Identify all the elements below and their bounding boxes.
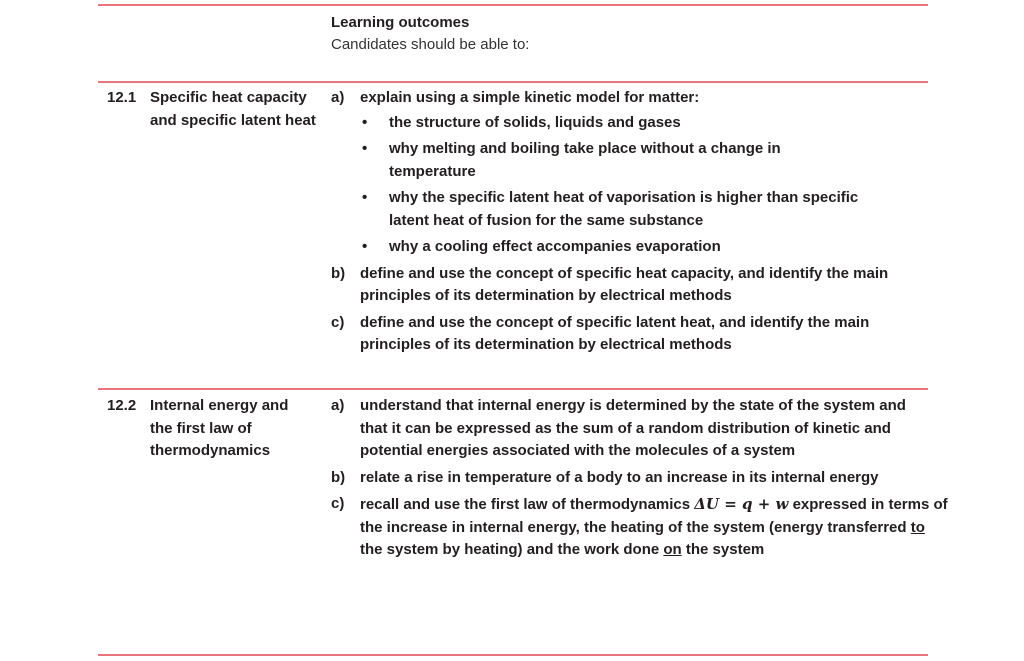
- section-number: 12.1: [107, 89, 137, 106]
- item-label: c): [331, 495, 345, 512]
- bullet-icon: •: [362, 140, 368, 157]
- bullet-list: [360, 112, 921, 259]
- outcome-item: [331, 312, 935, 357]
- section-title: Internal energy and the first law of thermodynamics: [150, 397, 289, 459]
- bullet-icon: •: [362, 189, 368, 206]
- outcome-item: [331, 467, 935, 490]
- top-rule: [98, 4, 928, 6]
- bullet-icon: •: [362, 238, 368, 255]
- item-label: b): [331, 468, 346, 486]
- emphasis-on: on: [663, 541, 682, 558]
- bullet-icon: •: [362, 113, 368, 131]
- outcome-item: [331, 263, 915, 308]
- item-text: explain using a simple kinetic model for matter:: [360, 89, 700, 106]
- bullet-item: • why a cooling effect accompanies evaporation: [360, 236, 921, 259]
- bullet-item: • why melting and boiling take place without a change in temperature: [362, 140, 781, 180]
- item-text: relate a rise in temperature of a body to an increase in its internal energy: [360, 468, 879, 486]
- bullet-item: • the structure of solids, liquids and gases: [360, 112, 921, 135]
- item-text: define and use the concept of specific heat capacity, and identify the main principles of its determination by electrical methods: [360, 264, 889, 304]
- item-label: b): [331, 264, 346, 282]
- outcome-item: [331, 87, 921, 259]
- first-law-equation: ΔU = q + w: [694, 495, 789, 513]
- section-divider: [98, 81, 928, 83]
- item-label: c): [331, 313, 345, 331]
- section-divider: [98, 388, 928, 390]
- section-12-2: [107, 395, 948, 645]
- bottom-rule: [98, 654, 928, 656]
- section-title: Specific heat capacity and specific latent heat: [150, 89, 316, 129]
- emphasis-to: to: [910, 518, 925, 536]
- item-text: define and use the concept of specific latent heat, and identify the main principles of its determination by electrical methods: [360, 313, 870, 353]
- item-label: a): [331, 89, 345, 106]
- item-text: understand that internal energy is determined by the state of the system and that it can be expressed as the sum of a random distribution of kinetic and potential energies associated with the molecules of a system: [360, 397, 906, 459]
- header-title: Learning outcomes: [331, 14, 470, 31]
- item-label: a): [331, 397, 345, 414]
- bullet-item: • why the specific latent heat of vaporisation is higher than specific latent heat of fusion for the same substance: [362, 189, 859, 229]
- outcome-list: [331, 395, 948, 566]
- learning-outcomes-header: [331, 12, 529, 56]
- item-text: recall and use the first law of thermodynamics ΔU = q + w expressed in terms of the increase in internal energy, the heating of the system (energy transferred to the system by heating) and the work done on the system: [360, 495, 948, 558]
- outcome-item: [331, 493, 950, 562]
- section-12-1: [107, 87, 937, 377]
- header-subtitle: Candidates should be able to:: [331, 36, 530, 53]
- outcome-item: [331, 395, 925, 463]
- section-number: 12.2: [107, 397, 137, 414]
- outcome-list: [331, 87, 921, 361]
